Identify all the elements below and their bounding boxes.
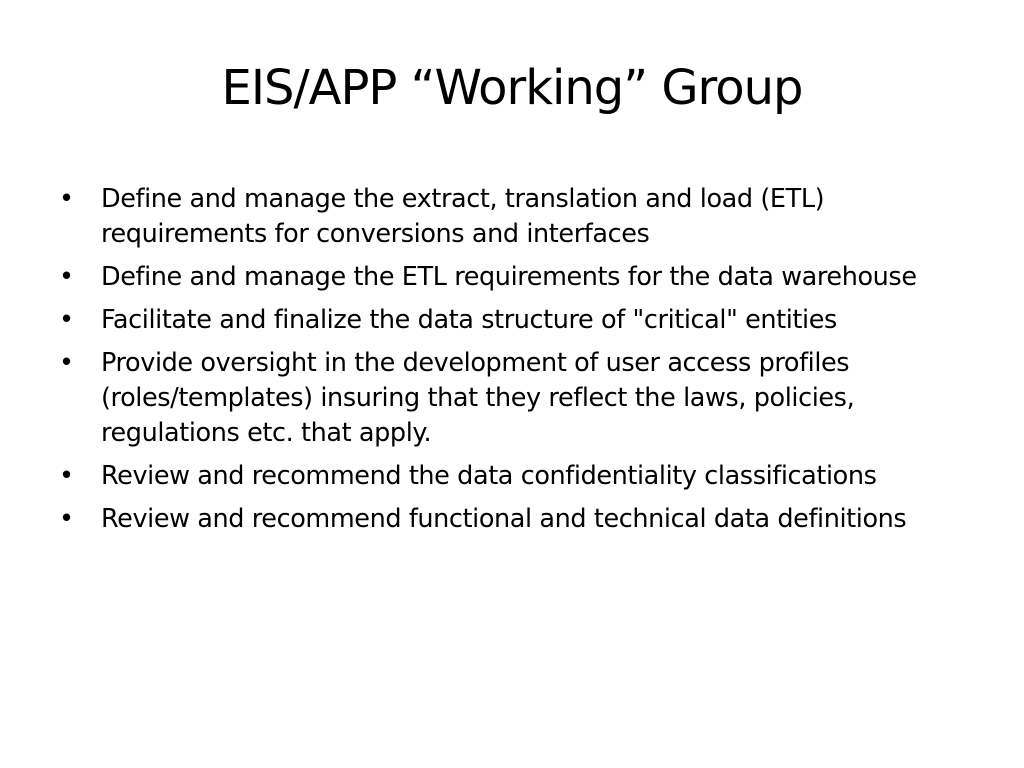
bullet-list xyxy=(58,182,978,545)
bullet-item xyxy=(58,346,978,451)
bullet-item xyxy=(58,260,978,295)
bullet-text: Provide oversight in the development of user access profiles (roles/templates) insuring that they reflect the laws, policies, regulations etc. that apply. xyxy=(101,348,855,448)
bullet-text: Define and manage the ETL requirements for the data warehouse xyxy=(101,262,917,292)
bullet-icon: • xyxy=(59,305,74,335)
bullet-item xyxy=(58,502,978,537)
bullet-text: Review and recommend the data confidentiality classifications xyxy=(101,461,877,491)
bullet-text: Define and manage the extract, translation and load (ETL) requirements for conversions and interfaces xyxy=(101,184,825,249)
bullet-icon: • xyxy=(59,504,74,534)
bullet-icon: • xyxy=(59,184,74,214)
bullet-text: Facilitate and finalize the data structure of "critical" entities xyxy=(101,305,837,335)
bullet-icon: • xyxy=(59,348,74,378)
bullet-item xyxy=(58,182,978,252)
bullet-icon: • xyxy=(59,461,74,491)
bullet-item xyxy=(58,303,978,338)
bullet-text: Review and recommend functional and technical data definitions xyxy=(101,504,907,534)
bullet-icon: • xyxy=(59,262,74,292)
slide-title: EIS/APP “Working” Group xyxy=(221,60,803,116)
bullet-item xyxy=(58,459,978,494)
